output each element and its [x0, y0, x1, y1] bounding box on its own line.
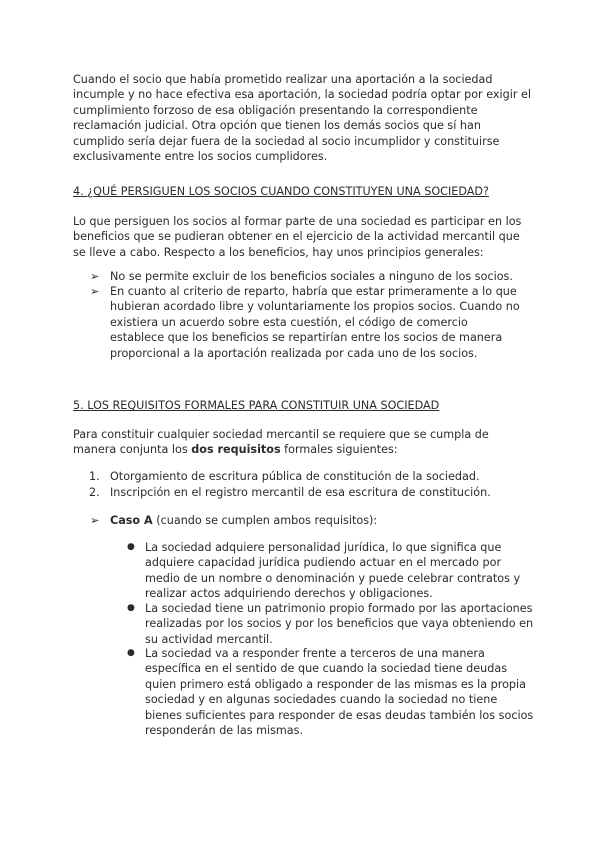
case-a-bullet-1: La sociedad adquiere personalidad jurídica, lo que significa que adquiere capacidad jurídica pudiendo actuar en el mercado por medio de un nombre o denominación y puede celebrar contratos y realizar actos adquiriendo derechos y obligaciones.: [145, 541, 521, 601]
arrow-bullet-icon: ➢: [90, 514, 100, 527]
section-4-heading: 4. ¿QUÉ PERSIGUEN LOS SOCIOS CUANDO CONSTITUYEN UNA SOCIEDAD?: [73, 185, 489, 198]
section-5-heading: 5. LOS REQUISITOS FORMALES PARA CONSTITUIR UNA SOCIEDAD: [73, 399, 440, 412]
dot-bullet-icon: ●: [127, 648, 135, 658]
numbered-item-2: Inscripción en el registro mercantil de esa escritura de constitución.: [110, 486, 491, 499]
section-4-bullet-2: En cuanto al criterio de reparto, habría que estar primeramente a lo que hubieran acordado libre y voluntariamente los propios socios. Cuando no existiera un acuerdo sobre esta cuestión, el código de comercio establece que los beneficios se repartirían entre los socios de manera proporcional a la aportación realizada por cada uno de los socios.: [110, 285, 520, 360]
case-a-bullet-3: La sociedad va a responder frente a terceros de una manera específica en el sentido de que cuando la sociedad tiene deudas quien primero está obligado a responder de las mismas es la propia sociedad y en algunas sociedades cuando la sociedad no tiene bienes suficientes para responder de esas deudas también los socios responderán de las mismas.: [145, 647, 534, 738]
number-marker: 2.: [89, 486, 100, 499]
dos-requisitos-bold: dos requisitos: [191, 443, 281, 457]
case-a-line: Caso A (cuando se cumplen ambos requisitos):: [110, 514, 378, 527]
intro-paragraph: Cuando el socio que había prometido realizar una aportación a la sociedad incumple y no hace efectiva esa aportación, la sociedad podría optar por exigir el cumplimiento forzoso de esa obligación presentando la correspondiente reclamación judicial. Otra opción que tienen los demás socios que sí han cumplido sería dejar fuera de la sociedad al socio incumplidor y constituirse exclusivamente entre los socios cumplidores.: [73, 73, 531, 164]
arrow-bullet-icon: ➢: [90, 270, 100, 283]
section-5-paragraph: Para constituir cualquier sociedad mercantil se requiere que se cumpla de manera conjunta los dos requisitos formales siguientes:: [73, 428, 489, 457]
case-a-bullet-2: La sociedad tiene un patrimonio propio formado por las aportaciones realizadas por los socios y por los beneficios que vaya obteniendo en su actividad mercantil.: [145, 602, 534, 646]
number-marker: 1.: [89, 470, 100, 483]
dot-bullet-icon: ●: [127, 603, 135, 613]
section-4-bullet-1: No se permite excluir de los beneficios sociales a ninguno de los socios.: [110, 270, 513, 283]
arrow-bullet-icon: ➢: [90, 285, 100, 298]
dot-bullet-icon: ●: [127, 542, 135, 552]
case-a-label: Caso A: [110, 514, 153, 527]
section-4-paragraph: Lo que persiguen los socios al formar parte de una sociedad es participar en los beneficios que se pudieran obtener en el ejercicio de la actividad mercantil que se lleve a cabo. Respecto a los beneficios, hay unos principios generales:: [73, 215, 522, 259]
numbered-item-1: Otorgamiento de escritura pública de constitución de la sociedad.: [110, 470, 480, 483]
